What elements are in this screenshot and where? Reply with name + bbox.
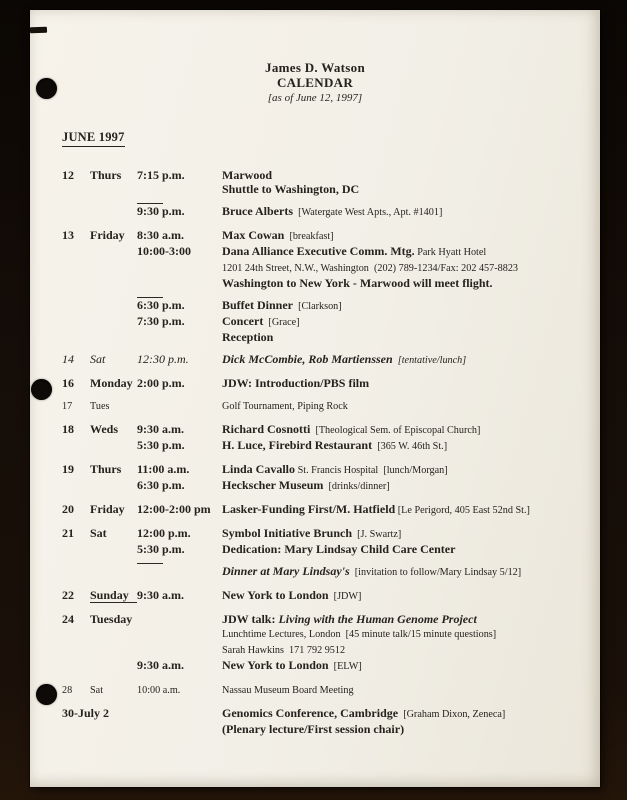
- calendar-entry: [62, 228, 586, 344]
- calendar-line: [62, 398, 586, 414]
- time: [137, 290, 222, 298]
- time: 9:30 a.m.: [137, 658, 184, 672]
- time: 10:00 a.m.: [137, 685, 181, 696]
- calendar-line: [62, 376, 586, 390]
- text-segment: Marwood: [222, 168, 272, 182]
- time: 8:30 a.m.: [137, 228, 184, 242]
- text-segment: Shuttle to Washington, DC: [222, 182, 360, 196]
- text-segment: H. Luce, Firebird Restaurant: [222, 438, 373, 452]
- event-description: [222, 260, 586, 276]
- calendar-entry: [62, 588, 586, 604]
- calendar-line: [62, 642, 586, 658]
- calendar-line: [62, 314, 586, 330]
- day-number: 19: [62, 462, 74, 476]
- calendar-line: [62, 422, 586, 438]
- calendar-line: [62, 228, 586, 244]
- day-name: Sat: [90, 685, 104, 696]
- time: 2:00 p.m.: [137, 376, 185, 390]
- event-description: [222, 526, 586, 542]
- text-segment: [J. Swartz]: [352, 529, 402, 540]
- day-name: Sunday: [90, 588, 137, 603]
- text-segment: Dana Alliance Executive Comm. Mtg.: [222, 244, 415, 258]
- day-number: 12: [62, 168, 74, 182]
- text-segment: Genomics Conference, Cambridge: [222, 706, 399, 720]
- calendar-line: [62, 168, 586, 182]
- calendar-entries: [30, 168, 600, 736]
- calendar-line: [62, 244, 586, 260]
- text-segment: JDW talk:: [222, 612, 279, 626]
- event-description: [222, 682, 586, 698]
- day-number: 17: [62, 401, 73, 412]
- text-segment: [invitation to follow/Mary Lindsay 5/12]: [349, 567, 522, 578]
- day-number: 24: [62, 612, 74, 626]
- calendar-line: [62, 612, 586, 626]
- text-segment: New York to London: [222, 658, 329, 672]
- time: 7:30 p.m.: [137, 314, 185, 328]
- day-number: 30-July 2: [62, 706, 110, 720]
- day-number: 28: [62, 685, 73, 696]
- event-description: [222, 352, 586, 368]
- event-description: [222, 314, 586, 330]
- text-segment: Buffet Dinner: [222, 298, 293, 312]
- text-segment: Golf Tournament, Piping Rock: [222, 401, 348, 412]
- text-segment: New York to London: [222, 588, 329, 602]
- day-number: 13: [62, 228, 74, 242]
- calendar-line: [62, 706, 586, 722]
- day-number: 16: [62, 376, 74, 390]
- time: [137, 196, 222, 204]
- day-name: Weds: [90, 422, 119, 436]
- calendar-line: [62, 330, 586, 344]
- event-description: [222, 626, 586, 642]
- day-name: Sat: [90, 352, 106, 366]
- text-segment: Heckscher Museum: [222, 478, 324, 492]
- calendar-page: [30, 10, 600, 787]
- text-segment: Lunchtime Lectures, London [45 minute talk/15 minute questions]: [222, 629, 497, 640]
- text-segment: Living with the Human Genome Project: [278, 612, 477, 626]
- day-number: 21: [62, 526, 74, 540]
- time: 9:30 a.m.: [137, 422, 184, 436]
- text-segment: [JDW]: [328, 591, 362, 602]
- event-description: [222, 612, 586, 626]
- text-segment: Nassau Museum Board Meeting: [222, 685, 354, 696]
- calendar-line: [62, 526, 586, 542]
- day-number: 14: [62, 352, 74, 366]
- as-of-date: [as of June 12, 1997]: [267, 92, 363, 104]
- event-description: [222, 706, 586, 722]
- calendar-line: [62, 682, 586, 698]
- calendar-line: [62, 462, 586, 478]
- event-description: [222, 542, 586, 556]
- text-segment: [drinks/dinner]: [323, 481, 390, 492]
- event-description: [222, 376, 586, 390]
- text-segment: [Theological Sem. of Episcopal Church]: [310, 425, 481, 436]
- text-segment: [Clarkson]: [293, 301, 342, 312]
- calendar-entry: [62, 526, 586, 580]
- calendar-line: [62, 564, 586, 580]
- calendar-line: [62, 298, 586, 314]
- document-title: CALENDAR: [276, 75, 354, 90]
- text-segment: Dinner at Mary Lindsay's: [222, 564, 350, 578]
- text-segment: [ELW]: [328, 661, 362, 672]
- time: 12:00-2:00 pm: [137, 502, 211, 516]
- text-segment: St. Francis Hospital [lunch/Morgan]: [295, 465, 448, 476]
- calendar-entry: [62, 376, 586, 390]
- calendar-line: [62, 260, 586, 276]
- calendar-line: [62, 722, 586, 736]
- event-description: [222, 642, 586, 658]
- time: 6:30 p.m.: [137, 298, 185, 312]
- text-segment: [Grace]: [263, 317, 300, 328]
- text-segment: 1201 24th Street, N.W., Washington (202) 789-1234/Fax: 202 457-8823: [222, 263, 519, 274]
- event-description: [222, 722, 586, 736]
- calendar-line: [62, 542, 586, 556]
- day-name: Friday: [90, 502, 125, 516]
- calendar-line: [62, 502, 586, 518]
- event-description: [222, 502, 586, 518]
- text-segment: Linda Cavallo: [222, 462, 296, 476]
- text-segment: Richard Cosnotti: [222, 422, 311, 436]
- text-segment: Park Hyatt Hotel: [414, 247, 487, 258]
- event-description: [222, 588, 586, 604]
- text-segment: [tentative/lunch]: [392, 355, 467, 366]
- event-description: [222, 168, 586, 182]
- day-name: Tuesday: [90, 612, 133, 626]
- time: 6:30 p.m.: [137, 478, 185, 492]
- calendar-entry: [62, 168, 586, 220]
- event-description: [222, 276, 586, 290]
- text-segment: (Plenary lecture/First session chair): [222, 722, 405, 736]
- calendar-line: [62, 478, 586, 494]
- text-segment: [Le Perigord, 405 East 52nd St.]: [395, 505, 530, 516]
- continuation-rule-row: [62, 196, 586, 204]
- calendar-line: [62, 352, 586, 368]
- event-description: [222, 298, 586, 314]
- document-header: [30, 10, 600, 106]
- text-segment: Concert: [222, 314, 264, 328]
- calendar-entry: [62, 462, 586, 494]
- day-name: Tues: [90, 401, 110, 412]
- time: [137, 556, 222, 564]
- text-segment: Sarah Hawkins 171 792 9512: [222, 645, 346, 656]
- time: 7:15 p.m.: [137, 168, 185, 182]
- time: 11:00 a.m.: [137, 462, 190, 476]
- event-description: [222, 462, 586, 478]
- calendar-line: [62, 182, 586, 196]
- document-author: James D. Watson: [265, 60, 365, 75]
- scan-artifact-mark: [30, 27, 47, 34]
- text-segment: Reception: [222, 330, 274, 344]
- calendar-line: [62, 626, 586, 642]
- continuation-rule-row: [62, 556, 586, 564]
- text-segment: [Graham Dixon, Zeneca]: [398, 709, 506, 720]
- day-name: Thurs: [90, 462, 122, 476]
- event-description: [222, 658, 586, 674]
- event-description: [222, 564, 586, 580]
- calendar-entry: [62, 682, 586, 698]
- day-number: 22: [62, 588, 74, 602]
- event-description: [222, 182, 586, 196]
- text-segment: Symbol Initiative Brunch: [222, 526, 353, 540]
- text-segment: Bruce Alberts: [222, 204, 293, 218]
- punch-hole-bottom: [36, 684, 57, 705]
- event-description: [222, 422, 586, 438]
- time: 10:00-3:00: [137, 244, 191, 258]
- text-segment: JDW: Introduction/PBS film: [222, 376, 370, 390]
- time: 12:30 p.m.: [137, 352, 189, 366]
- text-segment: Washington to New York - Marwood will meet flight.: [222, 276, 493, 290]
- day-number: 20: [62, 502, 74, 516]
- calendar-entry: [62, 422, 586, 454]
- calendar-line: [62, 204, 586, 220]
- event-description: [222, 438, 586, 454]
- day-name: Thurs: [90, 168, 122, 182]
- text-segment: Max Cowan: [222, 228, 285, 242]
- time: 9:30 p.m.: [137, 204, 185, 218]
- time: 12:00 p.m.: [137, 526, 191, 540]
- rule-mark: [137, 559, 163, 564]
- calendar-line: [62, 276, 586, 290]
- event-description: [222, 228, 586, 244]
- day-name: Monday: [90, 376, 133, 390]
- text-segment: Dedication: Mary Lindsay Child Care Center: [222, 542, 456, 556]
- month-heading: JUNE 1997: [62, 130, 125, 147]
- day-name: Friday: [90, 228, 125, 242]
- event-description: [222, 244, 586, 260]
- text-segment: [breakfast]: [284, 231, 334, 242]
- calendar-line: [62, 658, 586, 674]
- time: 5:30 p.m.: [137, 542, 185, 556]
- event-description: [222, 398, 586, 414]
- day-number: 18: [62, 422, 74, 436]
- calendar-entry: [62, 398, 586, 414]
- day-name: Sat: [90, 526, 107, 540]
- calendar-entry: [62, 502, 586, 518]
- calendar-entry: [62, 706, 586, 736]
- text-segment: Dick McCombie, Rob Martienssen: [222, 352, 393, 366]
- punch-hole-top: [36, 78, 57, 99]
- event-description: [222, 204, 586, 220]
- calendar-line: [62, 438, 586, 454]
- calendar-line: [62, 588, 586, 604]
- text-segment: [Watergate West Apts., Apt. #1401]: [293, 207, 443, 218]
- time: 9:30 a.m.: [137, 588, 184, 602]
- month-heading-row: [62, 128, 600, 147]
- text-segment: Lasker-Funding First/M. Hatfield: [222, 502, 396, 516]
- punch-hole-middle: [31, 379, 52, 400]
- calendar-entry: [62, 352, 586, 368]
- time: 5:30 p.m.: [137, 438, 185, 452]
- event-description: [222, 330, 586, 344]
- text-segment: [365 W. 46th St.]: [372, 441, 448, 452]
- event-description: [222, 478, 586, 494]
- calendar-entry: [62, 612, 586, 674]
- continuation-rule-row: [62, 290, 586, 298]
